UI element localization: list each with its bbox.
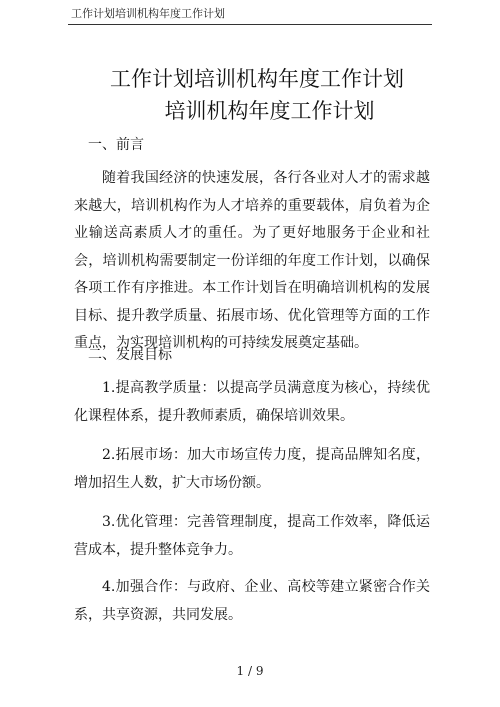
goal-number: 2. — [102, 447, 116, 463]
goal-number: 4. — [102, 579, 116, 595]
page-number: 1 / 9 — [236, 664, 264, 678]
goal-number: 1. — [102, 380, 116, 396]
goal-text: 加强合作：与政府、企业、高校等建立紧密合作关系，共享资源，共同发展。 — [74, 579, 430, 623]
document-title: 工作计划培训机构年度工作计划 — [110, 67, 404, 91]
goal-text: 拓展市场：加大市场宣传力度，提高品牌知名度，增加招生人数，扩大市场份额。 — [74, 447, 430, 491]
intro-paragraph: 随着我国经济的快速发展，各行各业对人才的需求越来越大，培训机构作为人才培养的重要载体，肩负着为企业输送高素质人才的重任。为了更好地服务于企业和社会，培训机构需要制定一份详细的年度工作计划，以确保各项工作有序推进。本工作计划旨在明确培训机构的发展目标、提升教学质量、拓展市场、优化管理等方面的工作重点，为实现培训机构的可持续发展奠定基础。 — [74, 170, 430, 351]
goal-item — [74, 375, 430, 430]
goal-text: 优化管理：完善管理制度，提高工作效率，降低运营成本，提升整体竞争力。 — [74, 514, 430, 558]
goal-text: 提高教学质量：以提高学员满意度为核心，持续优化课程体系，提升教师素质，确保培训效果。 — [74, 380, 430, 424]
goal-item — [74, 442, 430, 497]
header-divider — [68, 24, 432, 25]
goal-item — [74, 509, 430, 564]
section-heading-goals: 二、发展目标 — [88, 347, 172, 363]
running-header: 工作计划培训机构年度工作计划 — [71, 7, 225, 20]
goal-item — [74, 574, 430, 629]
document-subtitle: 培训机构年度工作计划 — [164, 99, 375, 123]
section-heading-preface: 一、前言 — [88, 137, 144, 153]
goal-number: 3. — [102, 514, 116, 530]
